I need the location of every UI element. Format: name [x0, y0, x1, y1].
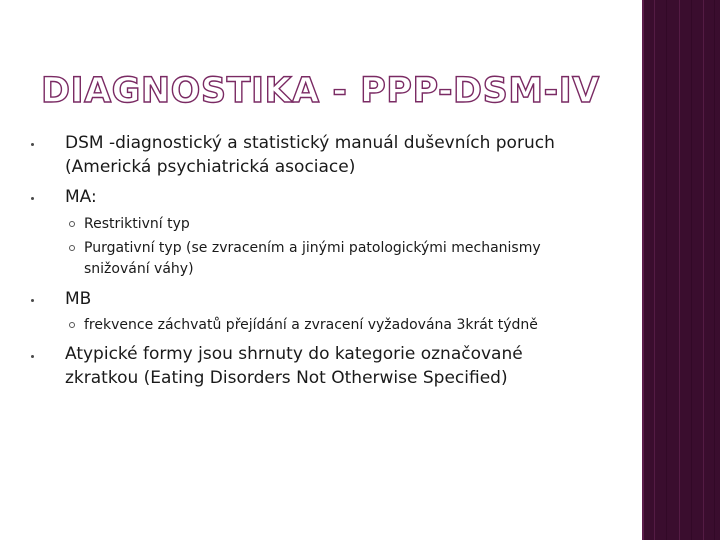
sidebar-stripe	[666, 0, 667, 540]
bullet-icon	[31, 197, 34, 200]
bullet-line: zkratkou (Eating Disorders Not Otherwise Specified)	[65, 368, 508, 388]
bullet-line: Atypické formy jsou shrnuty do kategorie označované	[65, 344, 523, 364]
sub-bullet-line: Restriktivní typ	[84, 216, 190, 232]
sidebar-decoration	[642, 0, 720, 540]
sub-bullet-icon	[69, 322, 75, 328]
sidebar-stripe	[703, 0, 704, 540]
bullet-line: DSM -diagnostický a statistický manuál duševních poruch	[65, 133, 555, 153]
sub-bullet-icon	[69, 221, 75, 227]
sub-bullet-line: Purgativní typ (se zvracením a jinými patologickými mechanismy	[84, 240, 541, 256]
sub-bullet-line: frekvence záchvatů přejídání a zvracení vyžadována 3krát týdně	[84, 317, 538, 333]
sub-bullet-line: snižování váhy)	[84, 261, 194, 277]
sub-bullet-icon	[69, 245, 75, 251]
bullet-icon	[31, 355, 34, 358]
sidebar-edge	[642, 0, 644, 540]
bullet-icon	[31, 143, 34, 146]
sidebar-stripe	[679, 0, 680, 540]
sidebar-stripe	[654, 0, 655, 540]
bullet-line: MA:	[65, 187, 97, 207]
slide-title: DIAGNOSTIKA - PPP-DSM-IV	[41, 71, 600, 111]
sidebar-stripe	[714, 0, 715, 540]
bullet-icon	[31, 299, 34, 302]
sidebar-stripe	[691, 0, 692, 540]
bullet-line: MB	[65, 289, 92, 309]
bullet-line: (Americká psychiatrická asociace)	[65, 157, 356, 177]
